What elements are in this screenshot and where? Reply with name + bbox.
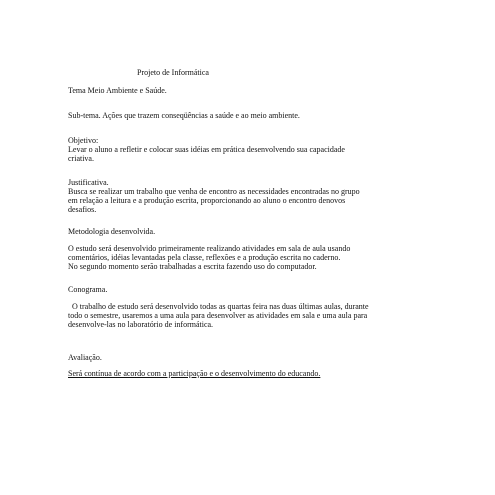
avaliacao-text-line: Será contínua de acordo com a participação e o desenvolvimento do educando.: [68, 369, 321, 378]
document-title: Projeto de Informática: [137, 68, 209, 77]
objetivo-text-line: Levar o aluno a refletir e colocar suas idéias em prática desenvolvendo sua capacidade: [68, 145, 345, 154]
cronograma-text-line: O trabalho de estudo será desenvolvido todas as quartas feira nas duas últimas aulas, durante: [72, 302, 369, 311]
metodologia-heading: Metodologia desenvolvida.: [68, 227, 156, 236]
cronograma-heading: Conograma.: [68, 285, 108, 294]
metodologia-text-line: No segundo momento serão trabalhadas a escrita fazendo uso do computador.: [68, 262, 317, 271]
justificativa-text-line: Busca se realizar um trabalho que venha de encontro as necessidades encontradas no grupo: [68, 187, 360, 196]
tema-line: Tema Meio Ambiente e Saúde.: [68, 86, 167, 95]
cronograma-text-line: desenvolve-las no laboratório de informática.: [68, 320, 214, 329]
objetivo-heading: Objetivo:: [68, 136, 99, 145]
objetivo-text-line: criativa.: [68, 154, 94, 163]
justificativa-text-line: desafios.: [68, 205, 97, 214]
justificativa-heading: Justificativa.: [68, 178, 109, 187]
avaliacao-heading: Avaliação.: [68, 353, 102, 362]
metodologia-text-line: O estudo será desenvolvido primeiramente realizando atividades em sala de aula usando: [68, 244, 351, 253]
justificativa-text-line: em relação a leitura e a produção escrita, proporcionando ao aluno o encontro denovos: [68, 196, 346, 205]
cronograma-text-line: todo o semestre, usaremos a uma aula para desenvolver as atividades em sala e uma aula para: [68, 311, 368, 320]
subtema-line: Sub-tema. Ações que trazem conseqüências a saúde e ao meio ambiente.: [68, 111, 300, 120]
metodologia-text-line: comentários, idéias levantadas pela classe, reflexões e a produção escrita no caderno.: [68, 253, 341, 262]
